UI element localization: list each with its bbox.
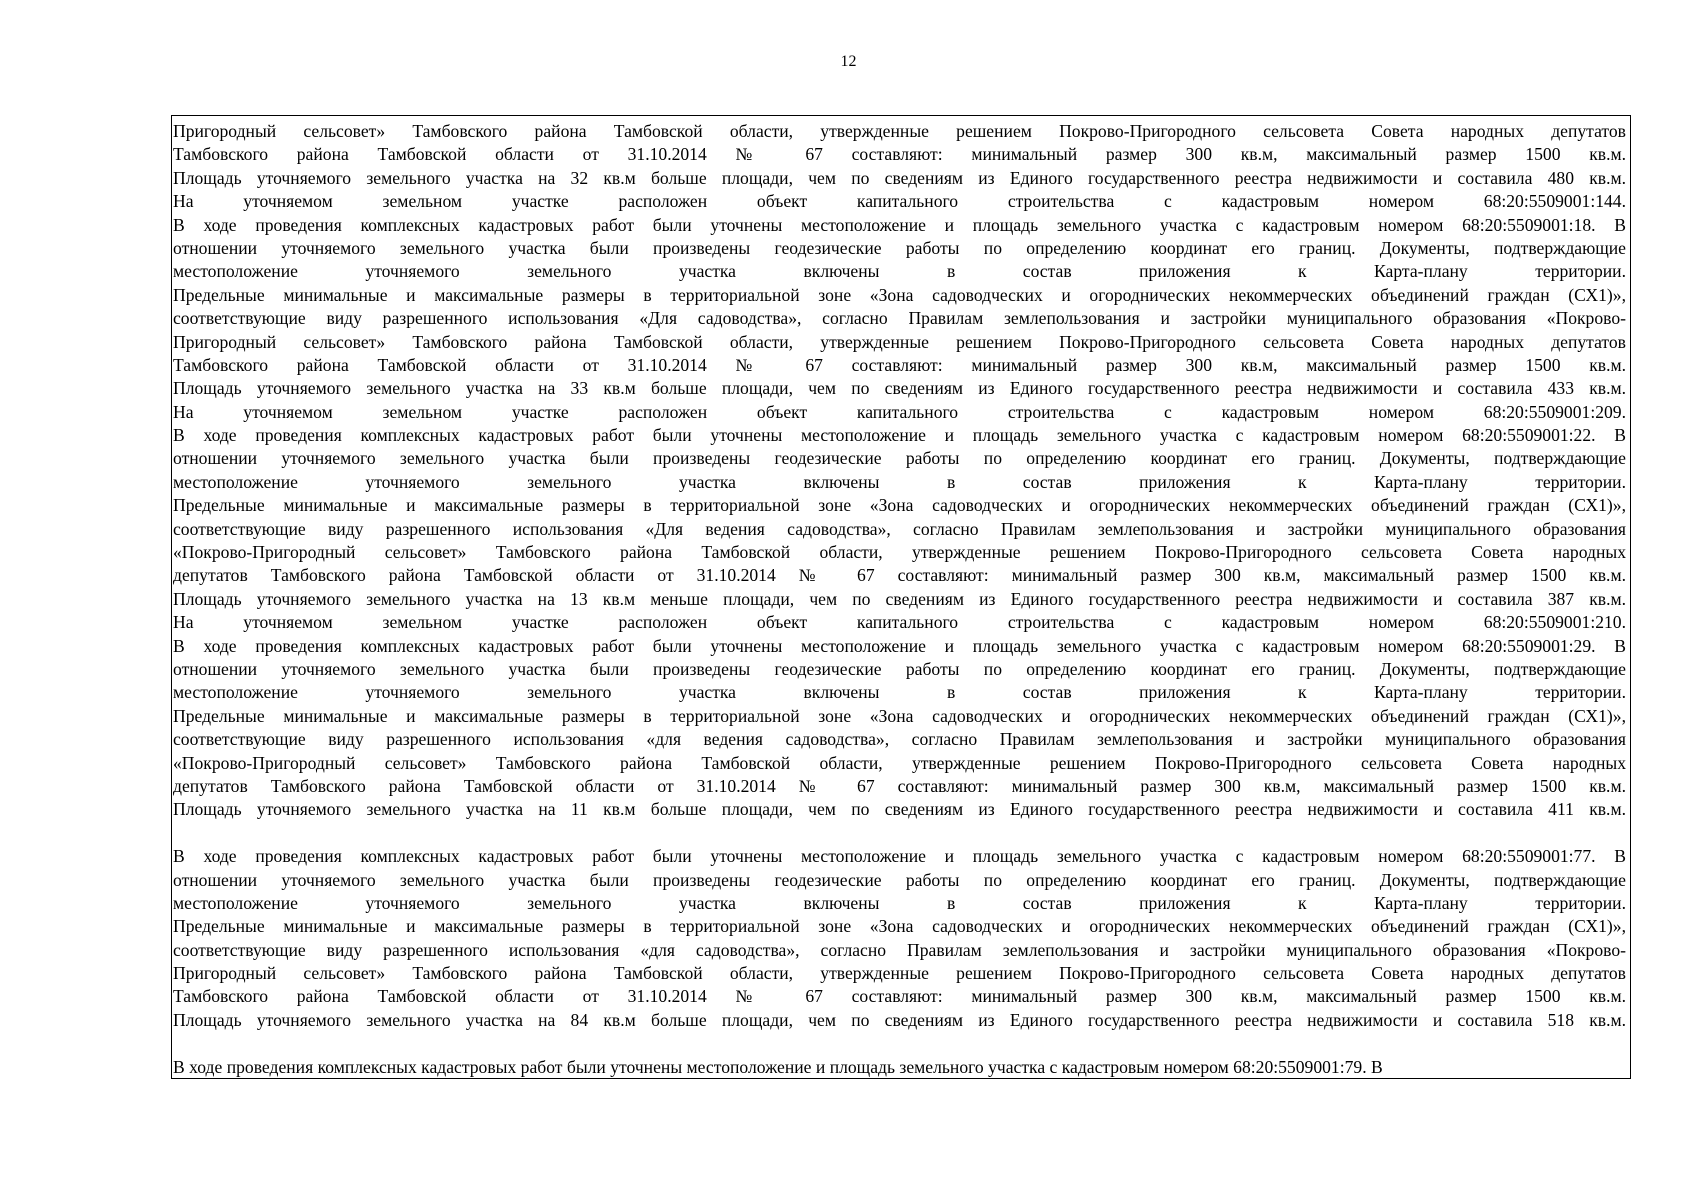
paragraph	[173, 120, 1626, 214]
text-line: Площадь уточняемого земельного участка на 32 кв.м больше площади, чем по сведениям из Единого государственного реестра недвижимости и составила 480 кв.м.	[173, 167, 1626, 188]
text-line: местоположение уточняемого земельного участка включены в состав приложения к Карта-плану территории.	[173, 261, 1626, 282]
page-number: 12	[840, 53, 857, 70]
text-line: «Покрово-Пригородный сельсовет» Тамбовского района Тамбовской области, утвержденные решением Покрово-Пригородного сельсовета Совета народных	[173, 752, 1626, 773]
text-line: соответствующие виду разрешенного использования «Для ведения садоводства», согласно Правилам землепользования и застройки муниципального образования	[173, 518, 1626, 539]
text-line: местоположение уточняемого земельного участка включены в состав приложения к Карта-плану территории.	[173, 682, 1626, 703]
paragraph-spacer	[173, 822, 1626, 845]
text-line: В ходе проведения комплексных кадастровых работ были уточнены местоположение и площадь земельного участка с кадастровым номером 68:20:5509001:77. В	[173, 846, 1626, 867]
paragraph	[173, 214, 1626, 425]
text-line: Предельные минимальные и максимальные размеры в территориальной зоне «Зона садоводческих и огороднических некоммерческих объединений граждан (СХ1)»,	[173, 705, 1626, 726]
text-line: В ходе проведения комплексных кадастровых работ были уточнены местоположение и площадь земельного участка с кадастровым номером 68:20:5509001:29. В	[173, 635, 1626, 656]
text-line: местоположение уточняемого земельного участка включены в состав приложения к Карта-плану территории.	[173, 471, 1626, 492]
text-line: На уточняемом земельном участке расположен объект капитального строительства с кадастровым номером 68:20:5509001:144.	[173, 191, 1626, 212]
paragraph	[173, 424, 1626, 635]
text-line: Тамбовского района Тамбовской области от 31.10.2014 № 67 составляют: минимальный размер 300 кв.м, максимальный размер 1500 кв.м.	[173, 354, 1626, 375]
text-line: Тамбовского района Тамбовской области от 31.10.2014 № 67 составляют: минимальный размер 300 кв.м, максимальный размер 1500 кв.м.	[173, 144, 1626, 165]
document-body	[173, 120, 1626, 1079]
text-line: Площадь уточняемого земельного участка на 33 кв.м больше площади, чем по сведениям из Единого государственного реестра недвижимости и составила 433 кв.м.	[173, 378, 1626, 399]
text-line: Площадь уточняемого земельного участка на 13 кв.м меньше площади, чем по сведениям из Единого государственного реестра недвижимости и составила 387 кв.м.	[173, 588, 1626, 609]
text-line: Площадь уточняемого земельного участка на 84 кв.м больше площади, чем по сведениям из Единого государственного реестра недвижимости и составила 518 кв.м.	[173, 1009, 1626, 1030]
text-line: Предельные минимальные и максимальные размеры в территориальной зоне «Зона садоводческих и огороднических некоммерческих объединений граждан (СХ1)»,	[173, 916, 1626, 937]
text-line: соответствующие виду разрешенного использования «для садоводства», согласно Правилам землепользования и застройки муниципального образования «Покрово-	[173, 939, 1626, 960]
text-line: Пригородный сельсовет» Тамбовского района Тамбовской области, утвержденные решением Покрово-Пригородного сельсовета Совета народных депутатов	[173, 963, 1626, 984]
text-line: депутатов Тамбовского района Тамбовской области от 31.10.2014 № 67 составляют: минимальный размер 300 кв.м, максимальный размер 1500 кв.м.	[173, 565, 1626, 586]
text-line: Тамбовского района Тамбовской области от 31.10.2014 № 67 составляют: минимальный размер 300 кв.м, максимальный размер 1500 кв.м.	[173, 986, 1626, 1007]
text-line: соответствующие виду разрешенного использования «Для садоводства», согласно Правилам землепользования и застройки муниципального образования «Покрово-	[173, 308, 1626, 329]
text-line: местоположение уточняемого земельного участка включены в состав приложения к Карта-плану территории.	[173, 892, 1626, 913]
text-line: «Покрово-Пригородный сельсовет» Тамбовского района Тамбовской области, утвержденные решением Покрово-Пригородного сельсовета Совета народных	[173, 542, 1626, 563]
text-line: На уточняемом земельном участке расположен объект капитального строительства с кадастровым номером 68:20:5509001:209.	[173, 401, 1626, 422]
text-line: отношении уточняемого земельного участка были произведены геодезические работы по определению координат его границ. Документы, подтверждающие	[173, 237, 1626, 258]
text-line: Предельные минимальные и максимальные размеры в территориальной зоне «Зона садоводческих и огороднических некоммерческих объединений граждан (СХ1)»,	[173, 284, 1626, 305]
text-line: В ходе проведения комплексных кадастровых работ были уточнены местоположение и площадь земельного участка с кадастровым номером 68:20:5509001:22. В	[173, 425, 1626, 446]
text-line: отношении уточняемого земельного участка были произведены геодезические работы по определению координат его границ. Документы, подтверждающие	[173, 658, 1626, 679]
text-line: Пригородный сельсовет» Тамбовского района Тамбовской области, утвержденные решением Покрово-Пригородного сельсовета Совета народных депутатов	[173, 331, 1626, 352]
paragraph	[173, 845, 1626, 1032]
text-line: депутатов Тамбовского района Тамбовской области от 31.10.2014 № 67 составляют: минимальный размер 300 кв.м, максимальный размер 1500 кв.м.	[173, 775, 1626, 796]
text-line: Предельные минимальные и максимальные размеры в территориальной зоне «Зона садоводческих и огороднических некоммерческих объединений граждан (СХ1)»,	[173, 495, 1626, 516]
text-line: Пригородный сельсовет» Тамбовского района Тамбовской области, утвержденные решением Покрово-Пригородного сельсовета Совета народных депутатов	[173, 121, 1626, 141]
text-line: отношении уточняемого земельного участка были произведены геодезические работы по определению координат его границ. Документы, подтверждающие	[173, 869, 1626, 890]
text-line: В ходе проведения комплексных кадастровых работ были уточнены местоположение и площадь земельного участка с кадастровым номером 68:20:5509001:18. В	[173, 214, 1626, 235]
text-line: В ходе проведения комплексных кадастровых работ были уточнены местоположение и площадь земельного участка с кадастровым номером 68:20:5509001:79. В	[173, 1056, 1383, 1077]
text-line: На уточняемом земельном участке расположен объект капитального строительства с кадастровым номером 68:20:5509001:210.	[173, 612, 1626, 633]
paragraph-spacer	[173, 1032, 1626, 1055]
text-line: отношении уточняемого земельного участка были произведены геодезические работы по определению координат его границ. Документы, подтверждающие	[173, 448, 1626, 469]
text-line: Площадь уточняемого земельного участка на 11 кв.м больше площади, чем по сведениям из Единого государственного реестра недвижимости и составила 411 кв.м.	[173, 799, 1626, 820]
paragraph	[173, 1056, 1626, 1079]
text-line: соответствующие виду разрешенного использования «для ведения садоводства», согласно Правилам землепользования и застройки муниципального образования	[173, 729, 1626, 750]
paragraph	[173, 635, 1626, 822]
